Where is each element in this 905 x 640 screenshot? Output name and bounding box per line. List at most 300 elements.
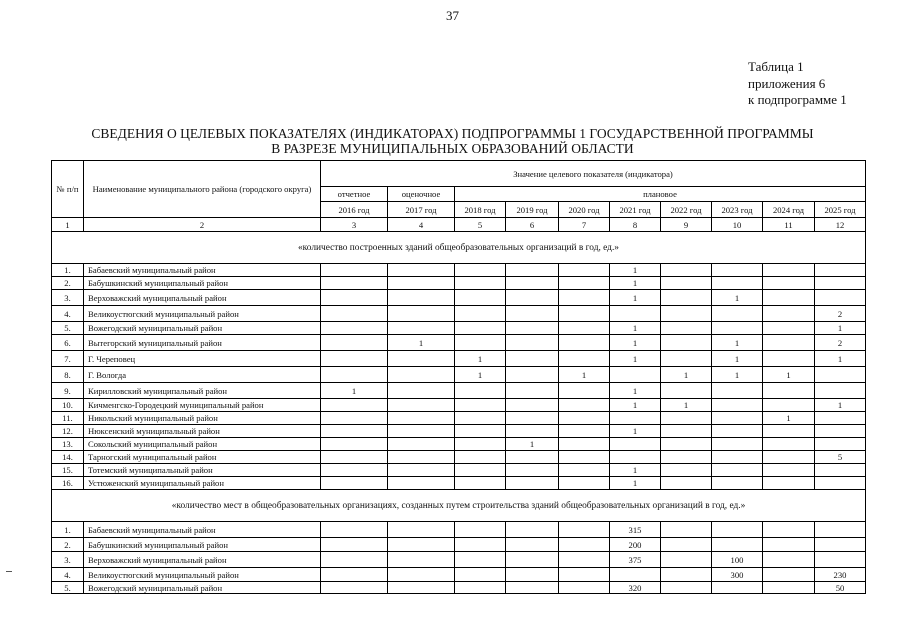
indicator-value <box>506 412 559 425</box>
indicator-value <box>610 568 661 582</box>
indicator-value <box>455 425 506 438</box>
title-line: СВЕДЕНИЯ О ЦЕЛЕВЫХ ПОКАЗАТЕЛЯХ (ИНДИКАТОРАХ) ПОДПРОГРАММЫ 1 ГОСУДАРСТВЕННОЙ ПРОГРАММЫ <box>91 126 814 141</box>
district-name: Верховажский муниципальный район <box>84 290 321 306</box>
indicator-value <box>388 438 455 451</box>
indicator-value <box>815 438 866 451</box>
indicator-value <box>661 425 712 438</box>
district-name: Тотемский муниципальный район <box>84 464 321 477</box>
indicator-value <box>388 322 455 335</box>
indicator-value <box>815 290 866 306</box>
indicator-value <box>815 538 866 552</box>
caption-line: приложения 6 <box>748 75 826 91</box>
row-number: 9. <box>52 383 84 399</box>
row-number: 3. <box>52 290 84 306</box>
indicator-value <box>388 367 455 383</box>
table-row <box>52 582 866 594</box>
indicator-value: 320 <box>610 582 661 594</box>
district-name: Устюженский муниципальный район <box>84 477 321 490</box>
indicator-value <box>506 264 559 277</box>
indicator-value <box>388 568 455 582</box>
indicator-value <box>763 477 815 490</box>
indicator-value <box>815 367 866 383</box>
indicator-value <box>763 451 815 464</box>
indicator-value <box>388 464 455 477</box>
indicator-value <box>661 322 712 335</box>
table-caption <box>748 59 847 109</box>
indicator-value <box>712 383 763 399</box>
indicator-value <box>321 552 388 568</box>
row-number: 1. <box>52 522 84 538</box>
indicator-value <box>661 552 712 568</box>
indicator-value <box>712 464 763 477</box>
row-number: 16. <box>52 477 84 490</box>
caption-line: Таблица 1 <box>748 59 804 74</box>
indicator-value <box>321 367 388 383</box>
indicator-value <box>559 438 610 451</box>
year-header: 2022 год <box>661 202 712 218</box>
row-number: 2. <box>52 277 84 290</box>
section-row <box>52 232 866 264</box>
indicator-value <box>815 383 866 399</box>
indicator-value <box>712 538 763 552</box>
row-number: 14. <box>52 451 84 464</box>
table-row <box>52 277 866 290</box>
indicator-value <box>763 322 815 335</box>
table-body <box>52 161 866 594</box>
row-number: 5. <box>52 582 84 594</box>
indicator-value <box>321 582 388 594</box>
indicator-value <box>763 522 815 538</box>
indicator-value <box>763 351 815 367</box>
indicator-value <box>321 464 388 477</box>
column-number: 10 <box>712 218 763 232</box>
indicator-value: 1 <box>712 290 763 306</box>
indicator-value <box>712 412 763 425</box>
indicator-value <box>506 582 559 594</box>
indicator-value <box>559 568 610 582</box>
indicator-value <box>455 335 506 351</box>
indicator-value <box>712 277 763 290</box>
indicator-value <box>388 538 455 552</box>
indicator-value: 315 <box>610 522 661 538</box>
value-group-header: Значение целевого показателя (индикатора) <box>321 161 866 187</box>
indicator-value: 5 <box>815 451 866 464</box>
indicator-value <box>661 438 712 451</box>
indicator-value: 1 <box>610 335 661 351</box>
indicator-value <box>506 335 559 351</box>
year-header: 2019 год <box>506 202 559 218</box>
indicator-value <box>455 264 506 277</box>
indicator-value <box>559 277 610 290</box>
column-number: 8 <box>610 218 661 232</box>
indicator-value <box>388 399 455 412</box>
district-name: Нюксенский муниципальный район <box>84 425 321 438</box>
indicator-value <box>506 568 559 582</box>
indicator-value <box>506 425 559 438</box>
row-number: 4. <box>52 568 84 582</box>
row-number: 6. <box>52 335 84 351</box>
table-row <box>52 335 866 351</box>
indicator-value <box>712 322 763 335</box>
row-number: 12. <box>52 425 84 438</box>
indicator-value <box>559 464 610 477</box>
column-number: 2 <box>84 218 321 232</box>
indicator-value <box>763 438 815 451</box>
indicator-value <box>661 335 712 351</box>
column-number: 4 <box>388 218 455 232</box>
indicator-value <box>321 568 388 582</box>
row-number: 5. <box>52 322 84 335</box>
table-row <box>52 425 866 438</box>
indicator-value <box>388 425 455 438</box>
year-header: 2025 год <box>815 202 866 218</box>
indicator-value <box>321 264 388 277</box>
table-row <box>52 451 866 464</box>
indicator-value <box>455 306 506 322</box>
indicator-value <box>321 538 388 552</box>
indicator-value <box>455 399 506 412</box>
indicator-value <box>712 306 763 322</box>
table-row <box>52 322 866 335</box>
indicator-value <box>661 568 712 582</box>
column-number: 12 <box>815 218 866 232</box>
row-number: 11. <box>52 412 84 425</box>
indicator-value: 2 <box>815 335 866 351</box>
indicator-value <box>763 277 815 290</box>
indicator-value <box>661 412 712 425</box>
district-name: Сокольский муниципальный район <box>84 438 321 451</box>
indicator-value <box>610 412 661 425</box>
indicator-value: 1 <box>610 477 661 490</box>
indicator-value: 1 <box>763 367 815 383</box>
indicator-value <box>506 322 559 335</box>
indicator-value: 1 <box>610 399 661 412</box>
table-row <box>52 538 866 552</box>
table-row <box>52 552 866 568</box>
indicator-value: 1 <box>455 351 506 367</box>
table-row <box>52 464 866 477</box>
indicator-value <box>763 425 815 438</box>
row-number: 7. <box>52 351 84 367</box>
table-row <box>52 399 866 412</box>
estimated-header: оценочное <box>388 187 455 202</box>
indicator-value <box>321 451 388 464</box>
indicator-value <box>506 306 559 322</box>
indicator-value <box>559 425 610 438</box>
indicator-value <box>455 438 506 451</box>
year-header: 2018 год <box>455 202 506 218</box>
indicator-value <box>712 582 763 594</box>
indicator-value <box>559 351 610 367</box>
indicator-value: 200 <box>610 538 661 552</box>
indicator-value <box>388 277 455 290</box>
district-name: Кирилловский муниципальный район <box>84 383 321 399</box>
district-name: Бабаевский муниципальный район <box>84 522 321 538</box>
indicator-value <box>559 383 610 399</box>
indicator-value <box>321 522 388 538</box>
indicator-value <box>506 522 559 538</box>
indicator-value: 1 <box>712 351 763 367</box>
row-number: 10. <box>52 399 84 412</box>
column-number: 5 <box>455 218 506 232</box>
indicator-value <box>712 451 763 464</box>
table-row <box>52 264 866 277</box>
indicator-value <box>661 306 712 322</box>
indicator-value <box>559 335 610 351</box>
table-row <box>52 568 866 582</box>
indicator-value <box>763 306 815 322</box>
row-number: 2. <box>52 538 84 552</box>
indicator-value <box>455 383 506 399</box>
indicator-value <box>763 264 815 277</box>
indicator-value <box>559 290 610 306</box>
year-header: 2023 год <box>712 202 763 218</box>
indicator-value <box>661 538 712 552</box>
indicator-value <box>712 425 763 438</box>
indicator-value: 1 <box>815 322 866 335</box>
col-num-header: № п/п <box>52 161 84 218</box>
indicator-value: 50 <box>815 582 866 594</box>
district-name: Вожегодский муниципальный район <box>84 582 321 594</box>
table-row <box>52 438 866 451</box>
margin-mark <box>6 571 12 572</box>
district-name: Г. Вологда <box>84 367 321 383</box>
indicator-value <box>661 451 712 464</box>
document-title <box>0 126 905 156</box>
indicator-value <box>321 477 388 490</box>
district-name: Бабушкинский муниципальный район <box>84 538 321 552</box>
indicator-value <box>321 322 388 335</box>
indicator-value <box>559 552 610 568</box>
indicator-value <box>815 464 866 477</box>
column-number: 6 <box>506 218 559 232</box>
indicator-value <box>388 477 455 490</box>
indicator-value <box>712 438 763 451</box>
indicator-value <box>321 290 388 306</box>
indicator-value <box>321 351 388 367</box>
indicator-value <box>321 335 388 351</box>
indicator-value <box>455 522 506 538</box>
section-title: «количество мест в общеобразовательных организациях, созданных путем строительства зданий общеобразовательных организаций в год, ед.» <box>52 490 866 522</box>
indicator-value <box>661 351 712 367</box>
indicator-value <box>712 522 763 538</box>
indicator-value: 1 <box>610 264 661 277</box>
table-row <box>52 477 866 490</box>
section-title: «количество построенных зданий общеобразовательных организаций в год, ед.» <box>52 232 866 264</box>
indicator-value <box>506 538 559 552</box>
district-name: Верховажский муниципальный район <box>84 552 321 568</box>
indicator-value <box>661 290 712 306</box>
indicator-value <box>763 290 815 306</box>
indicator-value <box>559 412 610 425</box>
indicator-value: 1 <box>815 399 866 412</box>
indicator-value: 1 <box>661 367 712 383</box>
column-number: 9 <box>661 218 712 232</box>
column-number: 3 <box>321 218 388 232</box>
indicator-value <box>815 425 866 438</box>
indicator-value <box>506 399 559 412</box>
indicator-value <box>455 477 506 490</box>
indicator-value <box>388 290 455 306</box>
indicator-value: 100 <box>712 552 763 568</box>
indicators-table <box>51 160 866 594</box>
table-row <box>52 522 866 538</box>
indicator-value <box>815 477 866 490</box>
indicator-value <box>506 451 559 464</box>
indicator-value <box>506 277 559 290</box>
indicator-value <box>455 277 506 290</box>
table-row <box>52 290 866 306</box>
indicator-value <box>321 399 388 412</box>
row-number: 4. <box>52 306 84 322</box>
table-row <box>52 351 866 367</box>
indicator-value <box>506 383 559 399</box>
district-name: Великоустюгский муниципальный район <box>84 306 321 322</box>
indicator-value: 1 <box>610 425 661 438</box>
indicator-value: 1 <box>610 322 661 335</box>
indicator-value <box>661 477 712 490</box>
indicator-value <box>455 412 506 425</box>
indicator-value: 1 <box>610 464 661 477</box>
indicator-value <box>661 464 712 477</box>
indicator-value: 1 <box>712 367 763 383</box>
indicator-value <box>559 477 610 490</box>
indicator-value <box>763 383 815 399</box>
indicator-value: 1 <box>712 335 763 351</box>
indicator-value <box>388 412 455 425</box>
row-number: 8. <box>52 367 84 383</box>
year-header: 2016 год <box>321 202 388 218</box>
year-header: 2020 год <box>559 202 610 218</box>
indicator-value: 1 <box>455 367 506 383</box>
indicator-value <box>763 399 815 412</box>
indicator-value: 1 <box>763 412 815 425</box>
indicator-value <box>455 538 506 552</box>
indicator-value <box>559 538 610 552</box>
indicator-value <box>763 552 815 568</box>
planned-header: плановое <box>455 187 866 202</box>
indicator-value: 1 <box>388 335 455 351</box>
indicator-value <box>559 322 610 335</box>
indicator-value <box>661 582 712 594</box>
indicator-value <box>661 277 712 290</box>
indicator-value: 1 <box>661 399 712 412</box>
indicator-value <box>559 399 610 412</box>
district-name: Вытегорский муниципальный район <box>84 335 321 351</box>
table-row <box>52 367 866 383</box>
indicator-value <box>321 277 388 290</box>
column-number: 7 <box>559 218 610 232</box>
indicator-value <box>321 306 388 322</box>
table-row <box>52 412 866 425</box>
section-row <box>52 490 866 522</box>
indicator-value <box>321 425 388 438</box>
indicator-value <box>763 538 815 552</box>
indicator-value <box>455 552 506 568</box>
indicator-value <box>506 367 559 383</box>
indicator-value <box>661 383 712 399</box>
indicator-value <box>610 451 661 464</box>
indicator-value <box>388 582 455 594</box>
indicator-value <box>712 399 763 412</box>
indicator-value <box>506 477 559 490</box>
indicator-value <box>610 306 661 322</box>
indicator-value: 1 <box>610 351 661 367</box>
indicator-value <box>388 351 455 367</box>
indicator-value: 1 <box>506 438 559 451</box>
column-number: 11 <box>763 218 815 232</box>
indicator-value: 2 <box>815 306 866 322</box>
row-number: 15. <box>52 464 84 477</box>
indicator-value: 1 <box>321 383 388 399</box>
actual-header: отчетное <box>321 187 388 202</box>
district-name: Бабушкинский муниципальный район <box>84 277 321 290</box>
indicator-value <box>763 582 815 594</box>
col-name-header: Наименование муниципального района (городского округа) <box>84 161 321 218</box>
indicator-value <box>455 290 506 306</box>
indicator-value <box>321 438 388 451</box>
year-header: 2017 год <box>388 202 455 218</box>
row-number: 13. <box>52 438 84 451</box>
indicator-value <box>388 383 455 399</box>
indicator-value <box>763 568 815 582</box>
indicator-value <box>763 464 815 477</box>
caption-line: к подпрограмме 1 <box>748 92 847 107</box>
indicator-value <box>388 264 455 277</box>
indicator-value <box>559 306 610 322</box>
district-name: Г. Череповец <box>84 351 321 367</box>
indicator-value: 300 <box>712 568 763 582</box>
table-row <box>52 306 866 322</box>
row-number: 1. <box>52 264 84 277</box>
indicator-value: 230 <box>815 568 866 582</box>
indicator-value: 1 <box>610 277 661 290</box>
indicator-value <box>559 451 610 464</box>
indicator-value <box>815 522 866 538</box>
indicator-value <box>712 477 763 490</box>
indicator-value <box>506 290 559 306</box>
row-number: 3. <box>52 552 84 568</box>
indicator-value <box>559 522 610 538</box>
indicator-value <box>321 412 388 425</box>
indicator-value: 1 <box>815 351 866 367</box>
year-header: 2024 год <box>763 202 815 218</box>
indicator-value <box>610 438 661 451</box>
page-number: 37 <box>446 8 459 23</box>
indicator-value <box>559 264 610 277</box>
district-name: Тарногский муниципальный район <box>84 451 321 464</box>
indicator-value: 1 <box>610 383 661 399</box>
header-row <box>52 161 866 187</box>
table-row <box>52 383 866 399</box>
indicator-value <box>506 351 559 367</box>
district-name: Кичменгско-Городецкий муниципальный район <box>84 399 321 412</box>
column-numbers-row <box>52 218 866 232</box>
year-header: 2021 год <box>610 202 661 218</box>
indicator-value <box>388 451 455 464</box>
indicator-value <box>455 451 506 464</box>
district-name: Вожегодский муниципальный район <box>84 322 321 335</box>
indicator-value <box>815 264 866 277</box>
indicator-value <box>388 306 455 322</box>
indicator-value <box>455 568 506 582</box>
indicator-value <box>763 335 815 351</box>
indicator-value: 375 <box>610 552 661 568</box>
indicator-value <box>712 264 763 277</box>
district-name: Никольский муниципальный район <box>84 412 321 425</box>
indicator-value: 1 <box>610 290 661 306</box>
indicator-value <box>388 522 455 538</box>
